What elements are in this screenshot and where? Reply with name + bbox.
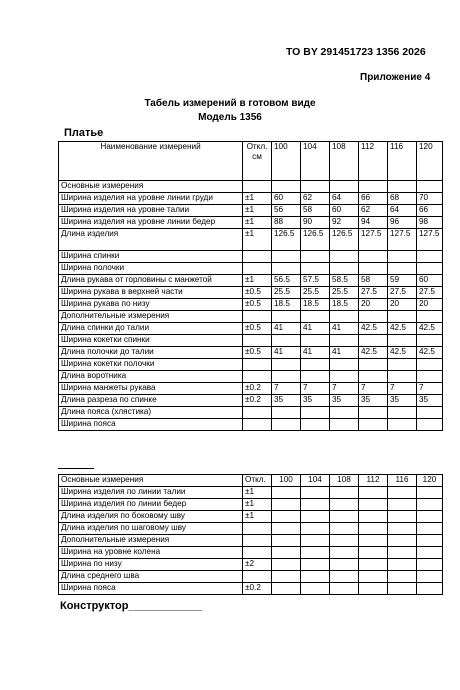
tolerance-value: ±1 (243, 499, 272, 511)
size-value: 42.5 (388, 323, 417, 335)
table-row (59, 275, 443, 287)
size-value: 126.5 (301, 229, 330, 251)
size-value: 25.5 (272, 287, 301, 299)
size-value (272, 371, 301, 383)
size-value (272, 359, 301, 371)
size-value: 127.5 (388, 229, 417, 251)
size-value: 25.5 (330, 287, 359, 299)
size-value (272, 511, 301, 523)
size-value (359, 371, 388, 383)
size-value (417, 583, 443, 595)
tolerance-value (243, 371, 272, 383)
size-value (359, 419, 388, 431)
size-value (388, 547, 417, 559)
size-value: 7 (330, 383, 359, 395)
size-value: 60 (330, 205, 359, 217)
measurement-name: Длина полочки до талии (59, 347, 243, 359)
size-value (330, 559, 359, 571)
tolerance-value: ±2 (243, 559, 272, 571)
column-header-size: 112 (359, 475, 388, 487)
separator-line (58, 468, 94, 469)
size-value (359, 511, 388, 523)
tolerance-value: ±0.2 (243, 583, 272, 595)
size-value (417, 407, 443, 419)
tolerance-value: ±0.2 (243, 395, 272, 407)
size-value (330, 371, 359, 383)
measurement-name: Длина изделия по боковому шву (59, 511, 243, 523)
column-header-size: 108 (330, 142, 359, 181)
size-value (388, 407, 417, 419)
table-row (59, 205, 443, 217)
size-value (359, 487, 388, 499)
size-value (388, 311, 417, 323)
column-header-size: 104 (301, 475, 330, 487)
table-header-row (59, 475, 443, 487)
size-value (301, 181, 330, 193)
table-row (59, 535, 443, 547)
tolerance-value: ±0.2 (243, 383, 272, 395)
column-header-name: Наименование измерений (59, 142, 243, 181)
size-value: 127.5 (417, 229, 443, 251)
tolerance-value: ±1 (243, 511, 272, 523)
table-row (59, 217, 443, 229)
size-value (417, 311, 443, 323)
size-value (272, 487, 301, 499)
table-row (59, 511, 443, 523)
size-value (330, 535, 359, 547)
size-value (301, 559, 330, 571)
size-value (301, 251, 330, 263)
size-value (272, 419, 301, 431)
size-value: 18.5 (330, 299, 359, 311)
size-value (359, 571, 388, 583)
tolerance-value (243, 419, 272, 431)
measurement-name: Дополнительные измерения (59, 311, 243, 323)
size-value (388, 371, 417, 383)
size-value: 62 (359, 205, 388, 217)
measurement-name: Ширина пояса (59, 419, 243, 431)
size-value: 18.5 (272, 299, 301, 311)
size-value (272, 547, 301, 559)
size-value (301, 371, 330, 383)
size-value (417, 535, 443, 547)
tolerance-value: ±1 (243, 275, 272, 287)
size-value (417, 523, 443, 535)
table-row (59, 571, 443, 583)
size-value (330, 571, 359, 583)
document-code: ТО BY 291451723 1356 2026 (286, 46, 426, 58)
size-value: 58 (359, 275, 388, 287)
size-value (330, 511, 359, 523)
table-row (59, 487, 443, 499)
size-value (417, 511, 443, 523)
tolerance-value: ±0.5 (243, 347, 272, 359)
size-value: 27.5 (359, 287, 388, 299)
size-value (330, 523, 359, 535)
size-value: 41 (301, 323, 330, 335)
size-value: 35 (417, 395, 443, 407)
column-header-tolerance: Откл. см (243, 142, 272, 181)
size-value (388, 251, 417, 263)
size-value (359, 583, 388, 595)
size-value (272, 335, 301, 347)
size-value (330, 583, 359, 595)
tolerance-value: ±0.5 (243, 323, 272, 335)
size-value: 42.5 (417, 323, 443, 335)
size-value (359, 535, 388, 547)
table-row (59, 181, 443, 193)
size-value: 20 (388, 299, 417, 311)
column-header-size: 108 (330, 475, 359, 487)
table-row (59, 335, 443, 347)
size-value (388, 571, 417, 583)
size-value (359, 359, 388, 371)
size-value: 126.5 (330, 229, 359, 251)
tolerance-value: ±1 (243, 217, 272, 229)
measurement-name: Ширина манжеты рукава (59, 383, 243, 395)
tolerance-value (243, 263, 272, 275)
table-row (59, 251, 443, 263)
column-header-size: 112 (359, 142, 388, 181)
measurement-name: Ширина изделия по линии бедер (59, 499, 243, 511)
tolerance-value (243, 251, 272, 263)
size-value (301, 583, 330, 595)
size-value: 57.5 (301, 275, 330, 287)
size-value: 41 (330, 323, 359, 335)
size-value (388, 335, 417, 347)
size-value (388, 523, 417, 535)
size-value (417, 419, 443, 431)
measurement-name: Ширина рукава в верхней части (59, 287, 243, 299)
size-value (388, 359, 417, 371)
column-header-size: 116 (388, 142, 417, 181)
size-value: 62 (301, 193, 330, 205)
table-row (59, 407, 443, 419)
size-value (388, 583, 417, 595)
tolerance-value (243, 407, 272, 419)
tolerance-value (243, 535, 272, 547)
size-value: 66 (417, 205, 443, 217)
size-value (417, 181, 443, 193)
size-value: 35 (359, 395, 388, 407)
table-row (59, 383, 443, 395)
size-value (417, 359, 443, 371)
measurement-name: Ширина изделия на уровне линии груди (59, 193, 243, 205)
size-value (359, 559, 388, 571)
size-value (301, 547, 330, 559)
measurement-name: Ширина кокетки спинки (59, 335, 243, 347)
size-value: 42.5 (417, 347, 443, 359)
size-value: 127.5 (359, 229, 388, 251)
tolerance-value (243, 311, 272, 323)
column-header-size: 116 (388, 475, 417, 487)
size-value (272, 535, 301, 547)
size-value (359, 181, 388, 193)
size-value: 7 (301, 383, 330, 395)
size-value: 98 (417, 217, 443, 229)
appendix-label: Приложение 4 (360, 72, 431, 83)
size-value: 64 (388, 205, 417, 217)
table-row (59, 193, 443, 205)
column-header-size: 104 (301, 142, 330, 181)
table-row (59, 583, 443, 595)
size-value (272, 407, 301, 419)
size-value: 35 (301, 395, 330, 407)
size-value (330, 181, 359, 193)
size-value (388, 263, 417, 275)
measurement-name: Ширина кокетки полочки (59, 359, 243, 371)
size-value: 42.5 (359, 323, 388, 335)
size-value (301, 499, 330, 511)
size-value (301, 407, 330, 419)
tolerance-value: ±0.5 (243, 287, 272, 299)
column-header-size: 100 (272, 475, 301, 487)
size-value (388, 559, 417, 571)
size-value (330, 251, 359, 263)
table-row (59, 299, 443, 311)
tolerance-value (243, 335, 272, 347)
size-value (301, 311, 330, 323)
measurement-name: Длина спинки до талии (59, 323, 243, 335)
size-value (272, 559, 301, 571)
size-value (272, 499, 301, 511)
size-value: 42.5 (359, 347, 388, 359)
tolerance-value (243, 359, 272, 371)
size-value (330, 419, 359, 431)
size-value (272, 181, 301, 193)
table-row (59, 371, 443, 383)
size-value (388, 419, 417, 431)
table-row (59, 559, 443, 571)
size-value: 20 (359, 299, 388, 311)
measurement-name: Ширина пояса (59, 583, 243, 595)
size-value (330, 263, 359, 275)
constructor-signature-line: ____________ (128, 600, 202, 612)
tolerance-value: ±1 (243, 487, 272, 499)
measurement-name: Основные измерения (59, 181, 243, 193)
size-value: 35 (272, 395, 301, 407)
size-value (301, 263, 330, 275)
tolerance-value (243, 181, 272, 193)
size-value: 68 (388, 193, 417, 205)
measurement-name: Ширина изделия по линии талии (59, 487, 243, 499)
size-value (388, 487, 417, 499)
size-value: 58 (301, 205, 330, 217)
size-value: 7 (272, 383, 301, 395)
size-value (301, 359, 330, 371)
measurement-name: Длина среднего шва (59, 571, 243, 583)
measurement-name: Длина рукава от горловины с манжетой (59, 275, 243, 287)
measurement-name: Ширина изделия на уровне линии бедер (59, 217, 243, 229)
size-value (272, 311, 301, 323)
measurement-name: Длина воротника (59, 371, 243, 383)
size-value (272, 571, 301, 583)
tolerance-value: ±1 (243, 193, 272, 205)
size-value: 18.5 (301, 299, 330, 311)
column-header-name: Основные измерения (59, 475, 243, 487)
table-row (59, 311, 443, 323)
size-value (388, 535, 417, 547)
measurement-name: Длина пояса (хлястика) (59, 407, 243, 419)
size-value (417, 547, 443, 559)
secondary-measurements-table (58, 474, 443, 595)
constructor-label: Конструктор (60, 600, 129, 612)
size-value (272, 251, 301, 263)
size-value (301, 523, 330, 535)
size-value (417, 559, 443, 571)
size-value (417, 371, 443, 383)
size-value (330, 499, 359, 511)
column-header-size: 120 (417, 475, 443, 487)
tolerance-value (243, 523, 272, 535)
model-label: Модель 1356 (198, 112, 262, 123)
table-row (59, 547, 443, 559)
document-title: Табель измерений в готовом виде (144, 98, 316, 109)
size-value (301, 487, 330, 499)
size-value: 66 (359, 193, 388, 205)
size-value (417, 499, 443, 511)
size-value: 7 (417, 383, 443, 395)
size-value (359, 499, 388, 511)
size-value (417, 263, 443, 275)
measurement-name: Длина разреза по спинке (59, 395, 243, 407)
table-row (59, 359, 443, 371)
measurements-table (58, 141, 443, 431)
size-value (417, 335, 443, 347)
size-value (330, 335, 359, 347)
size-value: 126.5 (272, 229, 301, 251)
size-value: 90 (301, 217, 330, 229)
column-header-size: 120 (417, 142, 443, 181)
size-value: 60 (417, 275, 443, 287)
size-value: 41 (272, 323, 301, 335)
size-value (272, 263, 301, 275)
measurement-name: Ширина полочки (59, 263, 243, 275)
size-value (417, 571, 443, 583)
size-value (301, 535, 330, 547)
table-row (59, 263, 443, 275)
column-header-size: 100 (272, 142, 301, 181)
table-row (59, 499, 443, 511)
size-value (301, 335, 330, 347)
size-value: 41 (301, 347, 330, 359)
size-value (272, 583, 301, 595)
size-value: 27.5 (388, 287, 417, 299)
size-value: 35 (388, 395, 417, 407)
size-value: 25.5 (301, 287, 330, 299)
size-value: 7 (388, 383, 417, 395)
size-value: 56.5 (272, 275, 301, 287)
size-value: 96 (388, 217, 417, 229)
measurement-name: Ширина по низу (59, 559, 243, 571)
size-value: 27.5 (417, 287, 443, 299)
table-row (59, 287, 443, 299)
size-value (359, 311, 388, 323)
table-row (59, 229, 443, 251)
size-value (417, 251, 443, 263)
size-value (359, 523, 388, 535)
tolerance-value (243, 571, 272, 583)
measurement-name: Длина изделия по шаговому шву (59, 523, 243, 535)
table-row (59, 523, 443, 535)
size-value: 70 (417, 193, 443, 205)
size-value (359, 547, 388, 559)
measurement-name: Дополнительные измерения (59, 535, 243, 547)
table-row (59, 347, 443, 359)
tolerance-value (243, 547, 272, 559)
size-value: 35 (330, 395, 359, 407)
product-label: Платье (64, 127, 104, 139)
measurement-name: Длина изделия (59, 229, 243, 251)
tolerance-value: ±1 (243, 205, 272, 217)
size-value: 64 (330, 193, 359, 205)
size-value (359, 251, 388, 263)
column-header-tolerance: Откл. (243, 475, 272, 487)
size-value: 92 (330, 217, 359, 229)
size-value (359, 263, 388, 275)
size-value (388, 511, 417, 523)
constructor-signature (60, 600, 202, 612)
size-value (272, 523, 301, 535)
size-value (388, 499, 417, 511)
size-value: 20 (417, 299, 443, 311)
size-value: 60 (272, 193, 301, 205)
size-value: 7 (359, 383, 388, 395)
size-value (359, 335, 388, 347)
tolerance-value: ±1 (243, 229, 272, 251)
size-value: 88 (272, 217, 301, 229)
size-value (301, 419, 330, 431)
size-value: 94 (359, 217, 388, 229)
table-header-row (59, 142, 443, 181)
size-value (301, 511, 330, 523)
size-value (330, 407, 359, 419)
size-value: 41 (272, 347, 301, 359)
size-value (359, 407, 388, 419)
measurement-name: Ширина спинки (59, 251, 243, 263)
size-value: 58.5 (330, 275, 359, 287)
size-value: 42.5 (388, 347, 417, 359)
size-value (330, 359, 359, 371)
tolerance-value: ±0.5 (243, 299, 272, 311)
size-value (388, 181, 417, 193)
size-value (330, 487, 359, 499)
size-value (330, 547, 359, 559)
size-value: 56 (272, 205, 301, 217)
table-row (59, 419, 443, 431)
measurement-name: Ширина на уровне колена (59, 547, 243, 559)
size-value (417, 487, 443, 499)
measurement-name: Ширина рукава по низу (59, 299, 243, 311)
size-value: 41 (330, 347, 359, 359)
size-value (301, 571, 330, 583)
table-row (59, 395, 443, 407)
measurement-name: Ширина изделия на уровне талии (59, 205, 243, 217)
table-row (59, 323, 443, 335)
size-value: 59 (388, 275, 417, 287)
size-value (330, 311, 359, 323)
